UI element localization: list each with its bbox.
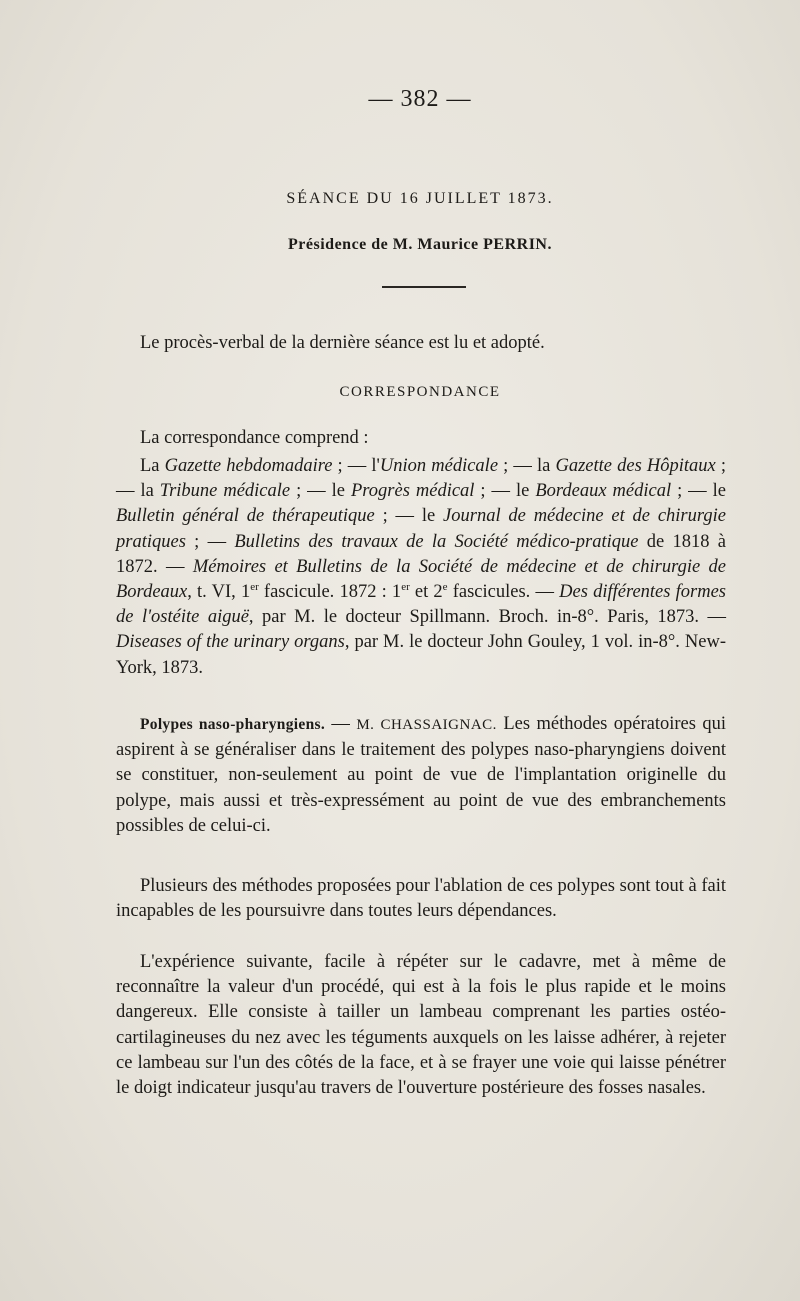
corr-title: Union médicale bbox=[379, 456, 499, 476]
corr-text: ; — le bbox=[374, 506, 444, 527]
polypes-dash: — bbox=[325, 714, 357, 734]
corr-superscript: e bbox=[442, 580, 448, 593]
minutes-statement: Le procès-verbal de la dernière séance est lu et adopté. bbox=[140, 333, 545, 353]
plusieurs-paragraph: Plusieurs des méthodes proposées pour l'ablation de ces polypes sont tout à fait incapables de les poursuivre dans toutes leurs dépendances. bbox=[116, 876, 726, 922]
corr-title: Tribune médicale bbox=[159, 481, 291, 502]
corr-title: Mémoires et Bulletins de la Société de médecine et de chirurgie de Bordeaux bbox=[116, 556, 726, 603]
corr-text: , par M. le docteur Spillmann. Broch. in-8°. Paris, 1873. — bbox=[248, 607, 726, 628]
corr-title: Bordeaux médical bbox=[535, 481, 672, 502]
presidency-line: Présidence de M. Maurice PERRIN. bbox=[288, 236, 552, 253]
corr-text: ; — bbox=[185, 531, 235, 552]
polypes-text: Les méthodes opératoires qui aspirent à se généraliser dans le traitement des polypes naso-pharyngiens doivent se constituer, non-seulement au point de vue de l'implantation originelle du polype, mais aussi et très-expressément au point de vue des embranchements possibles de celui-ci. bbox=[116, 714, 727, 836]
corr-title: Gazette des Hôpitaux bbox=[555, 456, 716, 476]
corr-text: fascicules. — bbox=[447, 582, 560, 603]
polypes-author: M. CHASSAIGNAC. bbox=[356, 717, 497, 733]
corr-text: ; — la bbox=[498, 456, 556, 476]
corr-text: ; — l' bbox=[332, 456, 380, 476]
corr-title: Gazette hebdomadaire bbox=[164, 456, 333, 476]
corr-text: , par M. le docteur John Gouley, 1 vol. in-8°. New-York, 1873. bbox=[116, 632, 726, 678]
correspondence-intro: La correspondance comprend : bbox=[140, 428, 369, 448]
corr-text: ; — le bbox=[290, 481, 351, 502]
corr-text: ; — la bbox=[116, 456, 726, 502]
corr-text: ; — le bbox=[671, 481, 727, 502]
corr-title: Progrès médical bbox=[350, 481, 475, 502]
corr-title: Des différentes formes de l'ostéite aiguë bbox=[116, 582, 726, 628]
corr-title: Bulletins des travaux de la Société médico-pratique bbox=[234, 531, 639, 552]
polypes-heading: Polypes naso-pharyngiens. bbox=[140, 716, 325, 733]
corr-text: de 1818 à 1872. — bbox=[116, 531, 726, 577]
corr-superscript: er bbox=[250, 580, 259, 593]
corr-title: Journal de médecine et de chirurgie pratiques bbox=[116, 506, 726, 552]
corr-text: et 2 bbox=[409, 582, 443, 603]
corr-title: Diseases of the urinary organs bbox=[116, 632, 345, 653]
session-title: SÉANCE DU 16 JUILLET 1873. bbox=[286, 190, 554, 207]
corr-superscript: er bbox=[401, 580, 410, 593]
section-heading: CORRESPONDANCE bbox=[339, 384, 501, 400]
corr-title: Bulletin général de thérapeutique bbox=[116, 506, 375, 527]
corr-text: , t. VI, 1 bbox=[187, 582, 251, 603]
corr-text: La bbox=[140, 456, 165, 476]
polypes-paragraph bbox=[116, 712, 726, 839]
divider-rule bbox=[382, 286, 466, 288]
experience-paragraph: L'expérience suivante, facile à répéter sur le cadavre, met à même de reconnaître la valeur d'un procédé, qui est à la fois le plus rapide et le moins dangereux. Elle consiste à tailler un lambeau comprenant les parties ostéo-cartilagineuses du nez avec les téguments auxquels on les laisse adhérer, à rejeter ce lambeau sur l'un des côtés de la face, et à se frayer une voie qui laisse pénétrer le doigt indicateur jusqu'au travers de l'ouverture postérieure des fosses nasales. bbox=[116, 952, 726, 1099]
correspondence-list bbox=[116, 454, 726, 681]
corr-text: ; — le bbox=[474, 481, 536, 502]
page-number: — 382 — bbox=[368, 86, 472, 112]
corr-text: fascicule. 1872 : 1 bbox=[258, 582, 402, 603]
